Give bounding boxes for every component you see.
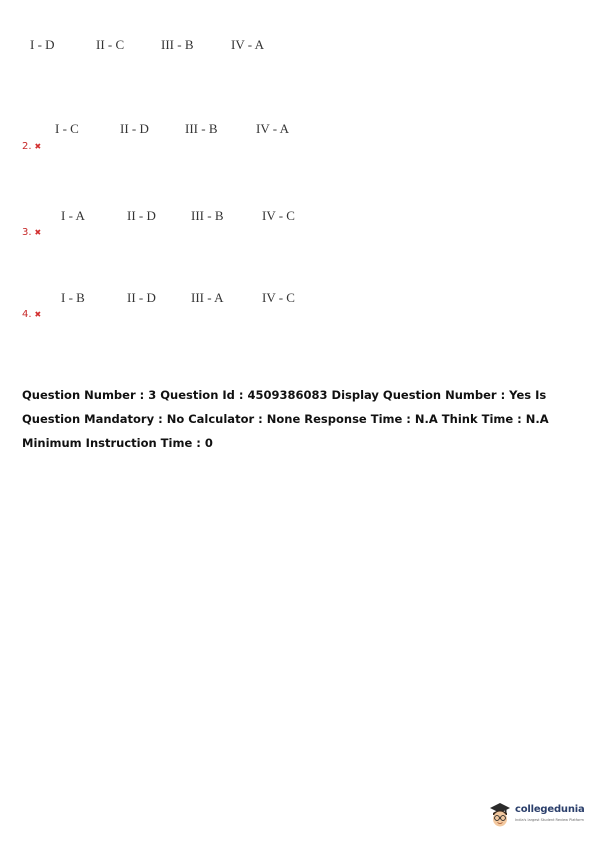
pair-3: III - B bbox=[185, 121, 218, 136]
pair-4: IV - A bbox=[256, 121, 289, 136]
wrong-cross-icon: ✖ bbox=[34, 310, 42, 319]
pair-3: III - B bbox=[191, 208, 224, 223]
brand-tagline: India's largest Student Review Platform bbox=[515, 818, 584, 822]
option-number-label: 2. bbox=[22, 141, 32, 152]
brand-logo bbox=[488, 802, 588, 832]
pair-2: II - D bbox=[127, 208, 156, 223]
pair-1: I - C bbox=[55, 121, 79, 136]
option-4-number bbox=[22, 309, 41, 320]
pair-4: IV - C bbox=[262, 290, 295, 305]
pair-3: III - B bbox=[161, 37, 194, 52]
pair-2: II - C bbox=[96, 37, 125, 52]
brand-name: collegedunia bbox=[515, 804, 585, 815]
option-number-label: 3. bbox=[22, 227, 32, 238]
pair-4: IV - C bbox=[262, 208, 295, 223]
pair-3: III - A bbox=[191, 290, 224, 305]
mascot-icon bbox=[488, 802, 512, 830]
pair-1: I - A bbox=[61, 208, 85, 223]
pair-2: II - D bbox=[127, 290, 156, 305]
option-number-label: 4. bbox=[22, 309, 32, 320]
pair-4: IV - A bbox=[231, 37, 264, 52]
pair-1: I - B bbox=[61, 290, 85, 305]
option-3-number bbox=[22, 227, 41, 238]
question-metadata: Question Number : 3 Question Id : 4509386083 Display Question Number : Yes Is Question Mandatory : No Calculator : None Response Time : N.A Think Time : N.A Minimum Instruction Time : 0 bbox=[22, 388, 549, 450]
pair-2: II - D bbox=[120, 121, 149, 136]
wrong-cross-icon: ✖ bbox=[34, 142, 42, 151]
wrong-cross-icon: ✖ bbox=[34, 228, 42, 237]
option-2-number bbox=[22, 141, 41, 152]
pair-1: I - D bbox=[30, 37, 55, 52]
